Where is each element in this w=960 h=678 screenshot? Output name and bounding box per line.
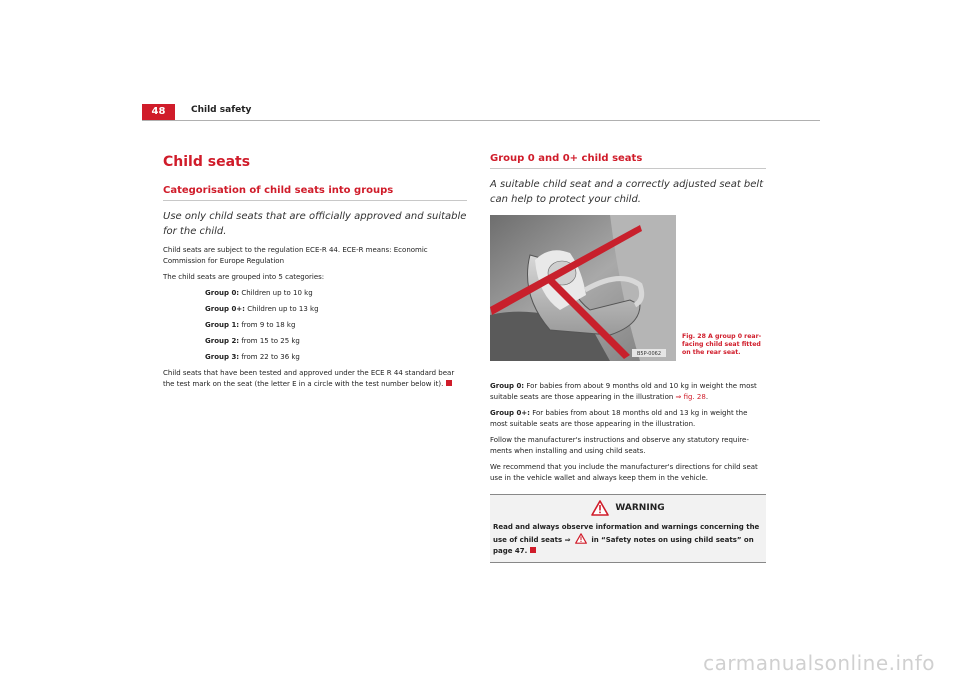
list-item — [205, 304, 467, 315]
end-of-section-icon — [446, 380, 452, 386]
header-rule — [142, 120, 820, 121]
end-of-section-icon — [530, 547, 536, 553]
lead-text: A suitable child seat and a correctly adjusted seat belt can help to protect your child. — [490, 179, 764, 205]
child-seat-photo — [490, 215, 676, 361]
group0-text-end: . — [705, 393, 709, 401]
child-seat-illustration — [490, 215, 676, 361]
group-list — [163, 288, 467, 363]
group-label: Group 0: — [490, 382, 525, 390]
paragraph-groups-intro: The child seats are grouped into 5 categories: — [163, 273, 325, 281]
chapter-title: Child seats — [163, 154, 251, 170]
group-text: Children up to 13 kg — [244, 305, 319, 313]
figure-caption: Fig. 28 A group 0 rear-facing child seat fitted on the rear seat. — [682, 333, 762, 356]
list-item — [205, 320, 467, 331]
group-label: Group 3: — [205, 353, 240, 361]
warning-text-part-b: in “Safety notes on using child seats” on page 47. — [493, 536, 754, 555]
warning-triangle-icon — [591, 500, 609, 516]
paragraph-recommend: We recommend that you include the manufacturer's directions for child seat use in the vehicle wallet and always keep them in the vehicle. — [490, 463, 758, 482]
body-text — [163, 245, 467, 390]
group-label: Group 0+: — [490, 409, 530, 417]
list-item — [205, 336, 467, 347]
group-text: from 9 to 18 kg — [239, 321, 296, 329]
lead-text: Use only child seats that are officially approved and suitable for the child. — [163, 211, 467, 237]
group0plus-text: For babies from about 18 months old and 13 kg in weight the most suitable seats are those appearing in the illustration. — [490, 409, 748, 428]
test-mark-text: Child seats that have been tested and approved under the ECE R 44 standard bear the test mark on the seat (the letter E in a circle with the test number below it). — [163, 369, 455, 388]
warning-title: WARNING — [615, 503, 665, 513]
group-text: Children up to 10 kg — [239, 289, 313, 297]
warning-header — [493, 500, 763, 516]
group-label: Group 1: — [205, 321, 240, 329]
group-label: Group 0+: — [205, 305, 245, 313]
figure-code: B5P-0062 — [636, 351, 662, 357]
list-item — [205, 288, 467, 299]
body-text — [490, 381, 766, 484]
watermark: carmanualsonline.info — [703, 651, 935, 675]
group-label: Group 0: — [205, 289, 240, 297]
paragraph-test-mark — [163, 368, 467, 390]
warning-triangle-icon[interactable] — [575, 533, 587, 544]
figure-reference-link[interactable]: ⇒ fig. 28 — [675, 393, 706, 401]
section-heading-group0: Group 0 and 0+ child seats — [490, 152, 766, 169]
warning-text-part-a: Read and always observe information and warnings concerning the use of child seats ⇒ — [493, 523, 760, 544]
group-text: from 15 to 25 kg — [239, 337, 300, 345]
section-heading-categorisation: Categorisation of child seats into groups — [163, 184, 467, 201]
figure-row — [490, 215, 766, 361]
group-label: Group 2: — [205, 337, 240, 345]
page-number: 48 — [142, 104, 175, 120]
paragraph-group0 — [490, 381, 766, 403]
list-item — [205, 352, 467, 363]
running-title: Child safety — [191, 105, 252, 115]
paragraph-follow-instructions: Follow the manufacturer's instructions and observe any statutory require-ments when installing and using child seats. — [490, 436, 749, 455]
warning-text — [493, 522, 763, 557]
group0-text: For babies from about 9 months old and 10 kg in weight the most suitable seats are those appearing in the illustration — [490, 382, 757, 401]
right-column — [490, 152, 766, 563]
paragraph-regulation: Child seats are subject to the regulation ECE-R 44. ECE-R means: Economic Commission for Europe Regulation — [163, 246, 428, 265]
left-column — [163, 152, 467, 395]
group-text: from 22 to 36 kg — [239, 353, 300, 361]
warning-box — [490, 494, 766, 563]
paragraph-group0plus — [490, 408, 766, 430]
